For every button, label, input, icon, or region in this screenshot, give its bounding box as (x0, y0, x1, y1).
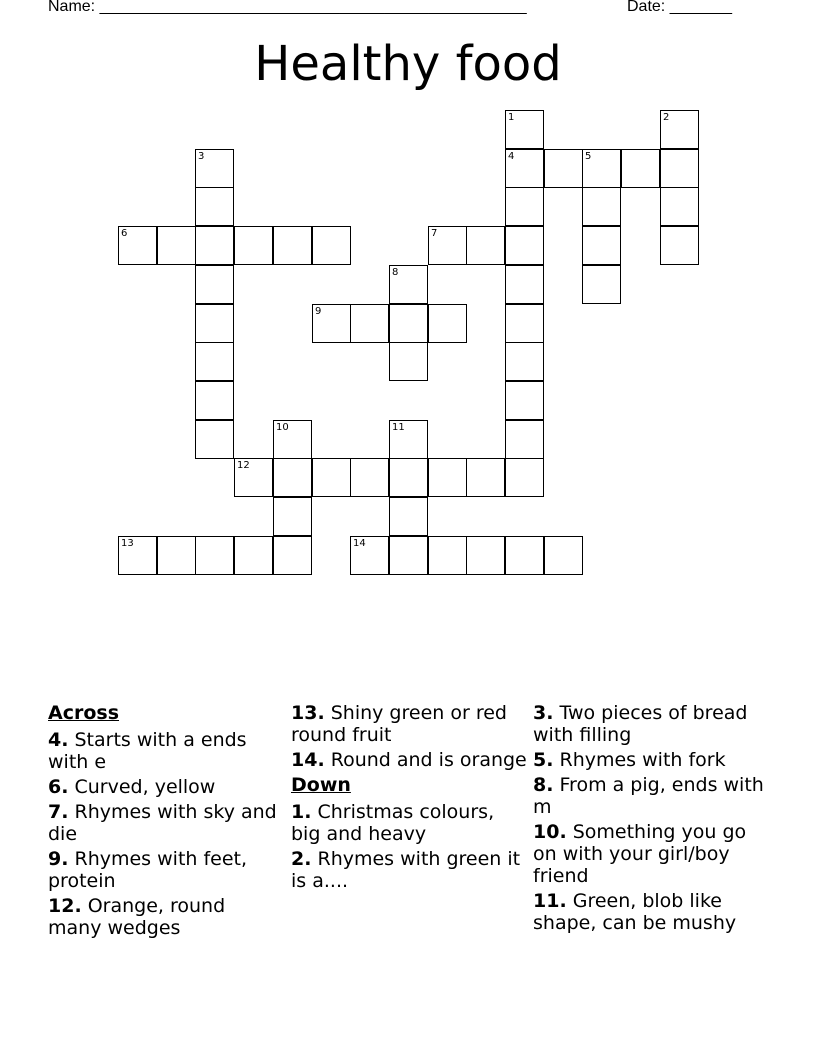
clue-number-label: 12 (237, 460, 250, 471)
clue-number-label: 2 (663, 112, 670, 123)
clue-number-label: 5 (585, 151, 592, 162)
clue-number-label: 7 (431, 228, 438, 239)
clue-column-2 (291, 702, 527, 895)
crossword-cell[interactable] (350, 536, 389, 575)
crossword-cell[interactable] (505, 187, 544, 226)
crossword-cell[interactable] (505, 381, 544, 420)
across-heading: Across (48, 702, 120, 724)
down-clue-2 (291, 848, 527, 892)
crossword-cell[interactable] (428, 226, 467, 265)
clue-number: 3. (533, 702, 554, 724)
crossword-cell[interactable] (389, 342, 428, 381)
crossword-cell[interactable] (273, 536, 312, 575)
clue-number: 11. (533, 890, 567, 912)
crossword-cell[interactable] (389, 265, 428, 304)
across-clue-9 (48, 848, 284, 892)
down-clue-8 (533, 774, 769, 818)
across-clue-7 (48, 801, 284, 845)
crossword-cell[interactable] (544, 536, 583, 575)
clue-number: 6. (48, 776, 69, 798)
crossword-cell[interactable] (505, 342, 544, 381)
crossword-cell[interactable] (389, 420, 428, 459)
crossword-cell[interactable] (234, 458, 273, 497)
crossword-cell[interactable] (312, 458, 351, 497)
crossword-cell[interactable] (582, 149, 621, 188)
crossword-cell[interactable] (195, 381, 234, 420)
clue-number: 5. (533, 749, 554, 771)
down-clue-3 (533, 702, 769, 746)
crossword-cell[interactable] (389, 497, 428, 536)
down-clue-10 (533, 821, 769, 887)
clue-text: Green, blob like shape, can be mushy (533, 890, 737, 934)
across-clue-12 (48, 895, 284, 939)
down-clue-11 (533, 890, 769, 934)
clue-text: Christmas colours, big and heavy (291, 801, 495, 845)
clue-number-label: 3 (198, 151, 205, 162)
crossword-cell[interactable] (660, 110, 699, 149)
clue-text: Rhymes with sky and die (48, 801, 277, 845)
clue-number: 1. (291, 801, 312, 823)
clue-number: 8. (533, 774, 554, 796)
crossword-cell[interactable] (582, 187, 621, 226)
crossword-cell[interactable] (350, 304, 389, 343)
crossword-cell[interactable] (544, 149, 583, 188)
clue-text: Rhymes with feet, protein (48, 848, 248, 892)
clue-text: Starts with a ends with e (48, 729, 247, 773)
down-clue-1 (291, 801, 527, 845)
clue-text: Something you go on with your girl/boy friend (533, 821, 747, 887)
crossword-cell[interactable] (195, 536, 234, 575)
clue-number: 7. (48, 801, 69, 823)
crossword-cell[interactable] (582, 226, 621, 265)
clue-text: Rhymes with green it is a.... (291, 848, 521, 892)
clue-column-1 (48, 702, 284, 942)
crossword-cell[interactable] (505, 420, 544, 459)
clue-text: Shiny green or red round fruit (291, 702, 507, 746)
date-field[interactable]: Date: _______ (627, 0, 732, 15)
crossword-cell[interactable] (273, 458, 312, 497)
crossword-cell[interactable] (621, 149, 660, 188)
crossword-cell[interactable] (466, 458, 505, 497)
clue-number: 9. (48, 848, 69, 870)
clue-number: 4. (48, 729, 69, 751)
crossword-cell[interactable] (234, 536, 273, 575)
clue-number-label: 6 (121, 228, 128, 239)
page-title: Healthy food (254, 36, 562, 92)
across-clue-13 (291, 702, 527, 746)
clue-column-3 (533, 702, 769, 937)
across-clue-14 (291, 749, 527, 771)
clue-number: 13. (291, 702, 325, 724)
crossword-cell[interactable] (195, 304, 234, 343)
crossword-cell[interactable] (505, 458, 544, 497)
across-clue-6 (48, 776, 284, 798)
down-heading: Down (291, 774, 351, 796)
clue-text: Curved, yellow (74, 776, 216, 798)
crossword-cell[interactable] (157, 536, 196, 575)
crossword-cell[interactable] (195, 265, 234, 304)
crossword-cell[interactable] (118, 226, 157, 265)
clue-text: Round and is orange (330, 749, 527, 771)
clue-text: Rhymes with fork (559, 749, 726, 771)
crossword-cell[interactable] (195, 149, 234, 188)
crossword-cell[interactable] (428, 304, 467, 343)
crossword-cell[interactable] (505, 149, 544, 188)
crossword-cell[interactable] (582, 265, 621, 304)
clue-number-label: 13 (121, 538, 134, 549)
crossword-cell[interactable] (466, 536, 505, 575)
crossword-cell[interactable] (195, 226, 234, 265)
crossword-cell[interactable] (505, 304, 544, 343)
crossword-cell[interactable] (466, 226, 505, 265)
across-clue-4 (48, 729, 284, 773)
crossword-cell[interactable] (312, 304, 351, 343)
crossword-cell[interactable] (195, 187, 234, 226)
crossword-cell[interactable] (428, 536, 467, 575)
crossword-cell[interactable] (505, 265, 544, 304)
clue-number-label: 1 (508, 112, 515, 123)
name-field[interactable]: Name: ________________________________________________ (48, 0, 527, 15)
crossword-cell[interactable] (660, 149, 699, 188)
crossword-cell[interactable] (660, 226, 699, 265)
crossword-cell[interactable] (312, 226, 351, 265)
clue-number: 14. (291, 749, 325, 771)
clue-number: 12. (48, 895, 82, 917)
clue-number-label: 8 (392, 267, 399, 278)
clue-text: From a pig, ends with m (533, 774, 764, 818)
crossword-cell[interactable] (118, 536, 157, 575)
clue-number-label: 9 (315, 306, 322, 317)
clue-number-label: 14 (353, 538, 366, 549)
crossword-cell[interactable] (350, 458, 389, 497)
crossword-cell[interactable] (505, 110, 544, 149)
clue-number-label: 11 (392, 422, 405, 433)
crossword-cell[interactable] (505, 536, 544, 575)
clue-number: 2. (291, 848, 312, 870)
crossword-cell[interactable] (157, 226, 196, 265)
crossword-cell[interactable] (195, 420, 234, 459)
crossword-cell[interactable] (428, 458, 467, 497)
clue-number: 10. (533, 821, 567, 843)
clue-number-label: 10 (276, 422, 289, 433)
crossword-cell[interactable] (273, 226, 312, 265)
crossword-cell[interactable] (505, 226, 544, 265)
crossword-cell[interactable] (273, 420, 312, 459)
crossword-cell[interactable] (660, 187, 699, 226)
crossword-cell[interactable] (389, 536, 428, 575)
clue-text: Orange, round many wedges (48, 895, 226, 939)
crossword-cell[interactable] (234, 226, 273, 265)
crossword-cell[interactable] (389, 458, 428, 497)
crossword-cell[interactable] (195, 342, 234, 381)
clue-text: Two pieces of bread with filling (533, 702, 748, 746)
crossword-cell[interactable] (389, 304, 428, 343)
down-clue-5 (533, 749, 769, 771)
crossword-cell[interactable] (273, 497, 312, 536)
clue-number-label: 4 (508, 151, 515, 162)
